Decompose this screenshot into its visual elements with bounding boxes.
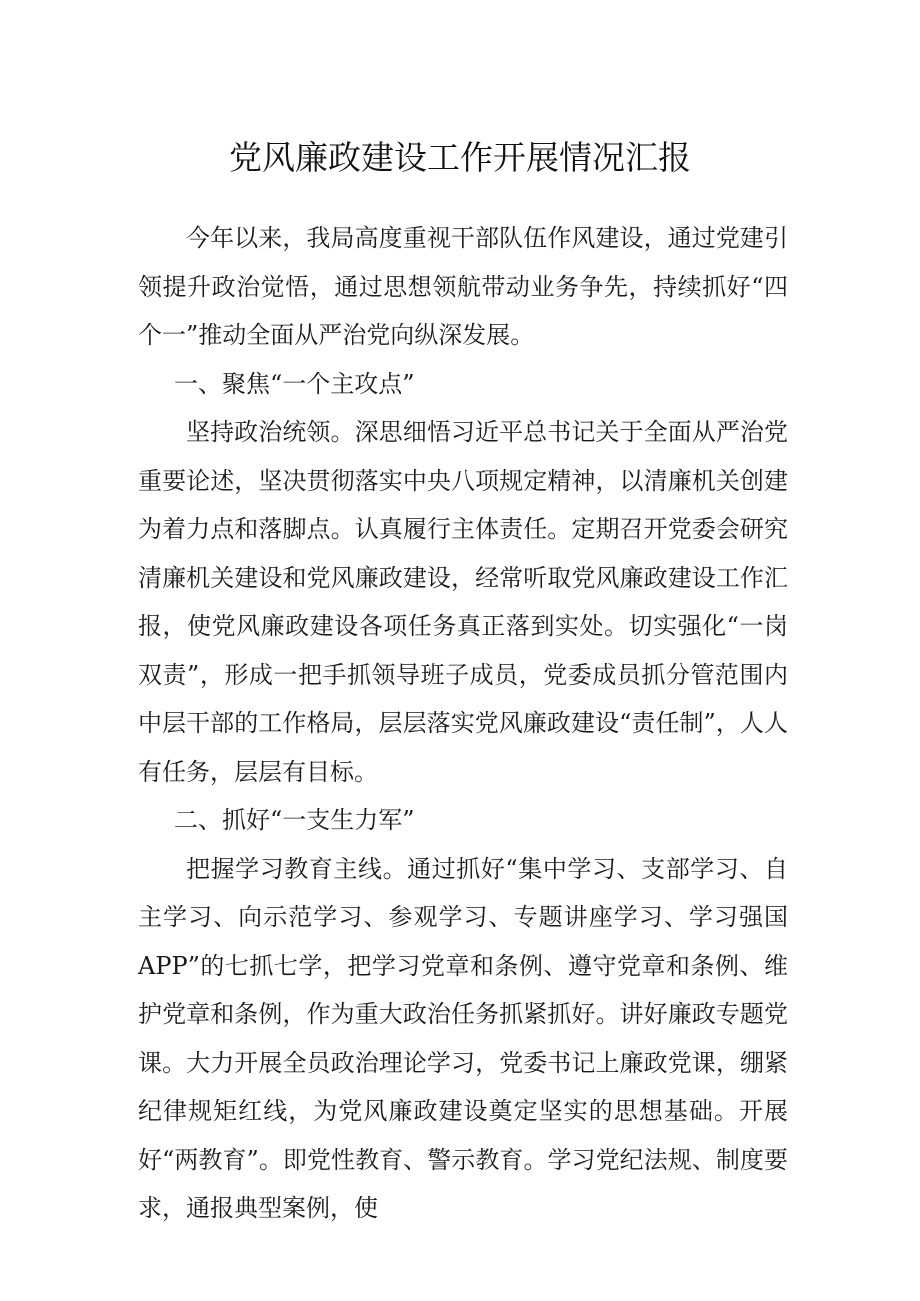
- document-body: [138, 214, 788, 1233]
- paragraph-intro: 今年以来，我局高度重视干部队伍作风建设，通过党建引领提升政治觉悟，通过思想领航带动业务争先，持续抓好“四个一”推动全面从严治党向纵深发展。: [138, 224, 788, 349]
- paragraph-section-2: 把握学习教育主线。通过抓好“集中学习、支部学习、自主学习、向示范学习、参观学习、专题讲座学习、学习强国APP”的七抓七学，把学习党章和条例、遵守党章和条例、维护党章和条例，作为重大政治任务抓紧抓好。讲好廉政专题党课。大力开展全员政治理论学习，党委书记上廉政党课，绷紧纪律规矩红线，为党风廉政建设奠定坚实的思想基础。开展好“两教育”。即党性教育、警示教育。学习党纪法规、制度要求，通报典型案例，使: [138, 854, 788, 1222]
- paragraph-section-1: 坚持政治统领。深思细悟习近平总书记关于全面从严治党重要论述，坚决贯彻落实中央八项规定精神，以清廉机关创建为着力点和落脚点。认真履行主体责任。定期召开党委会研究清廉机关建设和党风廉政建设，经常听取党风廉政建设工作汇报，使党风廉政建设各项任务真正落到实处。切实强化“一岗双责”，形成一把手抓领导班子成员，党委成员抓分管范围内中层干部的工作格局，层层落实党风廉政建设“责任制”，人人有任务，层层有目标。: [138, 418, 788, 786]
- document-title: 党风廉政建设工作开展情况汇报: [229, 138, 691, 177]
- section-heading-1: 一、聚焦“一个主攻点”: [174, 369, 415, 398]
- section-heading-2: 二、抓好“一支生力军”: [174, 806, 415, 834]
